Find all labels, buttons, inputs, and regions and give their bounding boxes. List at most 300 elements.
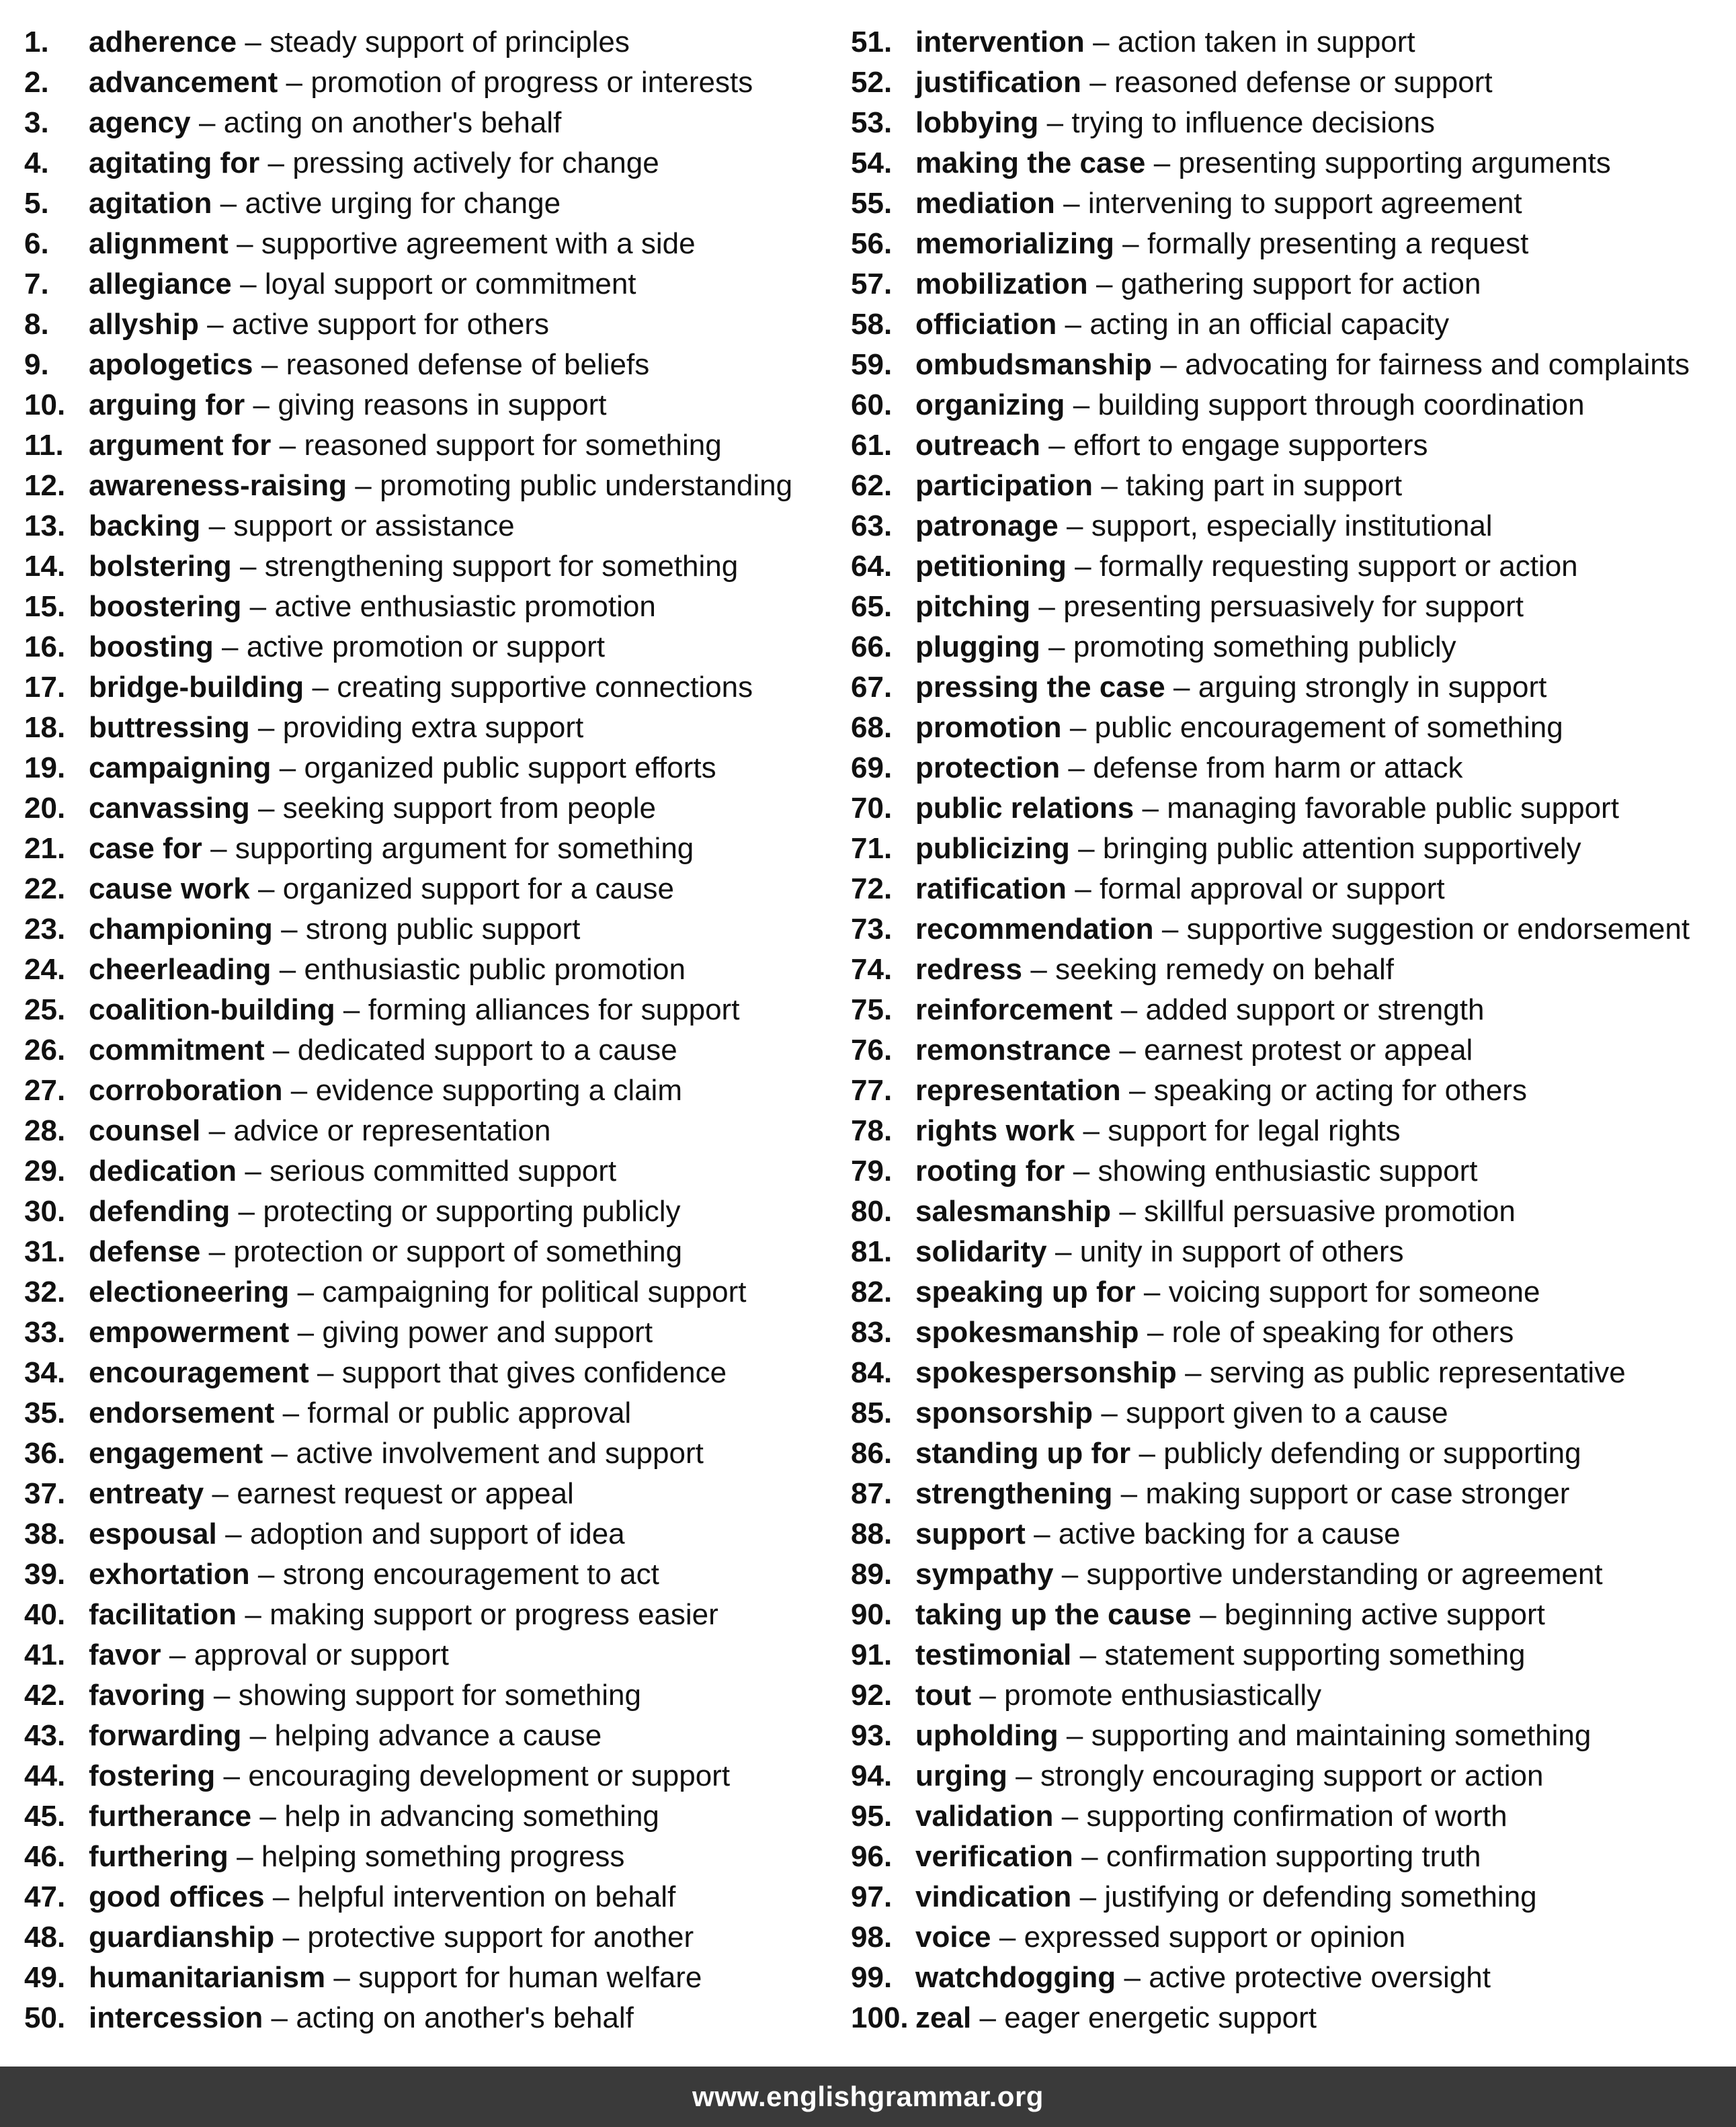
item-separator: –	[208, 1114, 226, 1147]
item-number: 23.	[24, 913, 66, 946]
item-term: memorializing	[915, 227, 1114, 260]
item-definition: seeking remedy on behalf	[1055, 953, 1394, 986]
item-definition: strengthening support for something	[264, 550, 739, 583]
item-definition: gathering support for action	[1120, 267, 1481, 300]
item-number: 53.	[851, 106, 893, 139]
item-definition: unity in support of others	[1079, 1235, 1404, 1268]
item-separator: –	[1048, 429, 1065, 462]
item-number: 42.	[24, 1679, 66, 1712]
item-term: participation	[915, 469, 1093, 502]
item-definition: beginning active support	[1224, 1598, 1545, 1631]
list-item	[851, 1433, 1725, 1474]
item-definition: pressing actively for change	[292, 147, 659, 179]
list-item	[851, 1514, 1725, 1554]
list-item	[24, 1635, 831, 1675]
item-separator: –	[1119, 1034, 1136, 1067]
item-term: awareness-raising	[89, 469, 347, 502]
list-item	[24, 1111, 831, 1151]
item-separator: –	[240, 267, 257, 300]
item-separator: –	[279, 751, 296, 784]
item-definition: formal or public approval	[307, 1396, 632, 1429]
item-definition: formally requesting support or action	[1099, 550, 1578, 583]
list-item	[851, 1232, 1725, 1272]
list-item	[24, 143, 831, 183]
item-definition: publicly defending or supporting	[1163, 1437, 1581, 1470]
item-definition: active enthusiastic promotion	[274, 590, 656, 623]
item-term: defending	[89, 1195, 231, 1228]
item-term: dedication	[89, 1155, 237, 1187]
list-item	[24, 1796, 831, 1837]
item-number: 52.	[851, 66, 893, 99]
item-number: 84.	[851, 1356, 893, 1389]
item-definition: presenting persuasively for support	[1063, 590, 1524, 623]
item-number: 76.	[851, 1034, 893, 1067]
item-term: pitching	[915, 590, 1031, 623]
item-number: 51.	[851, 26, 893, 58]
item-number: 72.	[851, 872, 893, 905]
item-separator: –	[286, 66, 303, 99]
item-separator: –	[245, 26, 261, 58]
item-separator: –	[272, 1880, 290, 1913]
item-number: 87.	[851, 1477, 893, 1510]
item-term: agitating for	[89, 147, 260, 179]
item-term: mobilization	[915, 267, 1088, 300]
list-item	[24, 788, 831, 829]
list-item	[24, 1353, 831, 1393]
item-number: 71.	[851, 832, 893, 865]
item-number: 81.	[851, 1235, 893, 1268]
item-term: support	[915, 1517, 1026, 1550]
item-separator: –	[1038, 590, 1055, 623]
item-definition: effort to engage supporters	[1073, 429, 1428, 462]
item-separator: –	[212, 1477, 229, 1510]
list-item	[851, 143, 1725, 183]
item-definition: campaigning for political support	[322, 1276, 747, 1308]
item-definition: statement supporting something	[1104, 1638, 1526, 1671]
list-item	[851, 304, 1725, 345]
item-definition: seeking support from people	[282, 792, 657, 825]
item-term: case for	[89, 832, 202, 865]
item-number: 73.	[851, 913, 893, 946]
item-separator: –	[999, 1921, 1016, 1954]
item-number: 50.	[24, 2001, 66, 2034]
item-separator: –	[1055, 1235, 1072, 1268]
item-number: 28.	[24, 1114, 66, 1147]
item-separator: –	[249, 590, 267, 623]
item-number: 1.	[24, 26, 49, 58]
item-number: 94.	[851, 1759, 893, 1792]
item-definition: making support or progress easier	[270, 1598, 718, 1631]
item-definition: protecting or supporting publicly	[263, 1195, 681, 1228]
item-separator: –	[1120, 993, 1138, 1026]
item-separator: –	[1073, 388, 1090, 421]
item-number: 68.	[851, 711, 893, 744]
list-item	[851, 869, 1725, 909]
item-separator: –	[237, 1840, 253, 1873]
item-number: 74.	[851, 953, 893, 986]
item-definition: acting on another's behalf	[223, 106, 562, 139]
item-number: 96.	[851, 1840, 893, 1873]
list-item	[24, 869, 831, 909]
item-definition: strongly encouraging support or action	[1040, 1759, 1544, 1792]
item-term: ratification	[915, 872, 1067, 905]
item-definition: support, especially institutional	[1091, 509, 1493, 542]
item-term: corroboration	[89, 1074, 283, 1107]
item-definition: supportive suggestion or endorsement	[1186, 913, 1690, 946]
list-item	[851, 385, 1725, 425]
item-definition: evidence supporting a claim	[315, 1074, 682, 1107]
item-number: 40.	[24, 1598, 66, 1631]
item-definition: presenting supporting arguments	[1178, 147, 1611, 179]
item-separator: –	[1119, 1195, 1136, 1228]
item-term: pressing the case	[915, 671, 1165, 704]
item-number: 2.	[24, 66, 49, 99]
item-separator: –	[1122, 227, 1139, 260]
list-item	[851, 950, 1725, 990]
item-separator: –	[271, 2001, 288, 2034]
item-number: 44.	[24, 1759, 66, 1792]
item-term: validation	[915, 1800, 1054, 1833]
list-item	[24, 587, 831, 627]
item-term: argument for	[89, 429, 272, 462]
item-number: 93.	[851, 1719, 893, 1752]
list-item	[851, 1071, 1725, 1111]
item-definition: intervening to support agreement	[1087, 187, 1522, 220]
item-number: 67.	[851, 671, 893, 704]
item-term: guardianship	[89, 1921, 275, 1954]
list-item	[24, 385, 831, 425]
item-number: 60.	[851, 388, 893, 421]
item-separator: –	[297, 1316, 315, 1349]
item-separator: –	[282, 1396, 300, 1429]
item-separator: –	[1101, 1396, 1118, 1429]
item-term: salesmanship	[915, 1195, 1112, 1228]
list-item	[851, 224, 1725, 264]
list-item	[851, 627, 1725, 667]
list-item	[24, 1716, 831, 1756]
item-number: 66.	[851, 630, 893, 663]
item-number: 13.	[24, 509, 66, 542]
list-item	[851, 708, 1725, 748]
list-item	[24, 1232, 831, 1272]
item-number: 8.	[24, 308, 49, 341]
item-definition: reasoned defense or support	[1114, 66, 1493, 99]
list-item	[851, 103, 1725, 143]
list-item	[851, 1272, 1725, 1312]
item-definition: voicing support for someone	[1168, 1276, 1540, 1308]
list-item	[851, 587, 1725, 627]
item-separator: –	[1128, 1074, 1146, 1107]
item-separator: –	[333, 1961, 350, 1994]
item-separator: –	[1147, 1316, 1164, 1349]
item-term: justification	[915, 66, 1081, 99]
item-definition: supportive agreement with a side	[261, 227, 696, 260]
item-separator: –	[257, 711, 275, 744]
item-term: making the case	[915, 147, 1146, 179]
item-number: 33.	[24, 1316, 66, 1349]
item-term: spokesmanship	[915, 1316, 1139, 1349]
item-definition: encouraging development or support	[248, 1759, 731, 1792]
list-item	[851, 345, 1725, 385]
item-separator: –	[1046, 106, 1064, 139]
item-definition: enthusiastic public promotion	[304, 953, 686, 986]
item-separator: –	[1139, 1437, 1155, 1470]
item-separator: –	[279, 953, 296, 986]
list-item	[851, 788, 1725, 829]
list-item	[24, 304, 831, 345]
item-definition: forming alliances for support	[368, 993, 740, 1026]
item-number: 31.	[24, 1235, 66, 1268]
item-term: humanitarianism	[89, 1961, 326, 1994]
list-item	[851, 506, 1725, 546]
item-term: testimonial	[915, 1638, 1072, 1671]
item-separator: –	[1048, 630, 1065, 663]
item-definition: support for legal rights	[1108, 1114, 1401, 1147]
list-item	[851, 1998, 1725, 2038]
item-number: 9.	[24, 348, 49, 381]
item-separator: –	[1153, 147, 1171, 179]
item-separator: –	[258, 872, 275, 905]
item-separator: –	[1075, 550, 1091, 583]
item-separator: –	[979, 1679, 996, 1712]
list-item	[24, 1756, 831, 1796]
item-definition: active promotion or support	[246, 630, 605, 663]
footer-url[interactable]: www.englishgrammar.org	[692, 2081, 1044, 2112]
list-item	[24, 990, 831, 1030]
item-number: 36.	[24, 1437, 66, 1470]
list-item	[24, 627, 831, 667]
item-term: sponsorship	[915, 1396, 1093, 1429]
item-separator: –	[1078, 832, 1095, 865]
item-number: 100.	[851, 2001, 909, 2034]
item-definition: reasoned defense of beliefs	[286, 348, 650, 381]
item-definition: promotion of progress or interests	[311, 66, 753, 99]
item-definition: support for human welfare	[358, 1961, 702, 1994]
list-item	[24, 1595, 831, 1635]
item-term: standing up for	[915, 1437, 1131, 1470]
list-item	[851, 425, 1725, 466]
item-term: buttressing	[89, 711, 250, 744]
item-definition: protective support for another	[307, 1921, 694, 1954]
item-term: espousal	[89, 1517, 217, 1550]
item-number: 11.	[24, 429, 64, 462]
list-item	[851, 62, 1725, 103]
item-term: cause work	[89, 872, 250, 905]
item-number: 63.	[851, 509, 893, 542]
item-number: 78.	[851, 1114, 893, 1147]
item-definition: approval or support	[194, 1638, 449, 1671]
item-definition: promoting something publicly	[1073, 630, 1456, 663]
item-number: 90.	[851, 1598, 893, 1631]
item-separator: –	[1075, 872, 1091, 905]
item-separator: –	[261, 348, 278, 381]
item-definition: bringing public attention supportively	[1102, 832, 1581, 865]
list-item	[24, 183, 831, 224]
item-separator: –	[207, 308, 224, 341]
item-term: protection	[915, 751, 1061, 784]
item-separator: –	[343, 993, 360, 1026]
list-item	[24, 829, 831, 869]
item-definition: organized support for a cause	[282, 872, 674, 905]
item-number: 70.	[851, 792, 893, 825]
list-item	[24, 1958, 831, 1998]
item-term: rights work	[915, 1114, 1075, 1147]
item-separator: –	[1185, 1356, 1202, 1389]
list-item	[851, 990, 1725, 1030]
item-definition: earnest protest or appeal	[1144, 1034, 1473, 1067]
item-separator: –	[1063, 187, 1080, 220]
item-definition: support or assistance	[233, 509, 515, 542]
item-number: 86.	[851, 1437, 893, 1470]
list-item	[24, 1151, 831, 1192]
item-separator: –	[1101, 469, 1118, 502]
list-item	[24, 1030, 831, 1071]
item-separator: –	[317, 1356, 334, 1389]
item-term: voice	[915, 1921, 991, 1954]
list-item	[24, 62, 831, 103]
list-item	[851, 1595, 1725, 1635]
item-term: endorsement	[89, 1396, 275, 1429]
item-term: mediation	[915, 187, 1055, 220]
item-term: strengthening	[915, 1477, 1113, 1510]
item-definition: support given to a cause	[1126, 1396, 1448, 1429]
list-item	[851, 22, 1725, 62]
item-separator: –	[1142, 792, 1159, 825]
item-term: bridge-building	[89, 671, 304, 704]
item-number: 64.	[851, 550, 893, 583]
item-number: 43.	[24, 1719, 66, 1752]
item-number: 55.	[851, 187, 893, 220]
item-separator: –	[257, 1558, 275, 1591]
item-term: favor	[89, 1638, 161, 1671]
item-definition: helpful intervention on behalf	[297, 1880, 676, 1913]
item-separator: –	[1079, 1638, 1097, 1671]
item-number: 21.	[24, 832, 66, 865]
item-number: 47.	[24, 1880, 66, 1913]
item-number: 80.	[851, 1195, 893, 1228]
item-term: recommendation	[915, 913, 1154, 946]
item-term: boosting	[89, 630, 214, 663]
item-separator: –	[1067, 509, 1083, 542]
item-number: 18.	[24, 711, 66, 744]
item-definition: active backing for a cause	[1058, 1517, 1401, 1550]
item-separator: –	[240, 550, 257, 583]
item-number: 65.	[851, 590, 893, 623]
item-number: 27.	[24, 1074, 66, 1107]
item-number: 54.	[851, 147, 893, 179]
list-item	[24, 1272, 831, 1312]
item-separator: –	[1065, 308, 1081, 341]
item-separator: –	[223, 1759, 241, 1792]
item-definition: defense from harm or attack	[1093, 751, 1463, 784]
list-item	[851, 1837, 1725, 1877]
list-item	[851, 1030, 1725, 1071]
item-number: 5.	[24, 187, 49, 220]
item-number: 48.	[24, 1921, 66, 1954]
item-definition: active urging for change	[245, 187, 561, 220]
list-item	[24, 1917, 831, 1958]
list-item	[24, 1514, 831, 1554]
item-separator: –	[297, 1276, 315, 1308]
item-definition: strong encouragement to act	[282, 1558, 659, 1591]
item-term: counsel	[89, 1114, 201, 1147]
item-separator: –	[1034, 1517, 1050, 1550]
item-separator: –	[1069, 711, 1087, 744]
item-definition: reasoned support for something	[304, 429, 722, 462]
item-number: 41.	[24, 1638, 66, 1671]
list-item	[851, 1675, 1725, 1716]
item-definition: public encouragement of something	[1094, 711, 1563, 744]
item-definition: loyal support or commitment	[264, 267, 636, 300]
item-separator: –	[355, 469, 372, 502]
list-item	[851, 1877, 1725, 1917]
item-term: backing	[89, 509, 201, 542]
item-definition: promoting public understanding	[380, 469, 793, 502]
item-term: representation	[915, 1074, 1121, 1107]
word-list-column-left	[24, 22, 831, 2038]
item-number: 75.	[851, 993, 893, 1026]
list-item	[24, 1474, 831, 1514]
item-term: commitment	[89, 1034, 265, 1067]
item-definition: showing enthusiastic support	[1098, 1155, 1478, 1187]
list-item	[851, 466, 1725, 506]
item-separator: –	[208, 1235, 226, 1268]
item-term: publicizing	[915, 832, 1070, 865]
item-term: good offices	[89, 1880, 265, 1913]
item-separator: –	[198, 106, 216, 139]
item-separator: –	[259, 1800, 276, 1833]
item-separator: –	[267, 147, 284, 179]
item-term: sympathy	[915, 1558, 1054, 1591]
item-separator: –	[220, 187, 237, 220]
item-term: arguing for	[89, 388, 245, 421]
item-separator: –	[312, 671, 329, 704]
item-definition: helping something progress	[261, 1840, 625, 1873]
item-definition: organized public support efforts	[304, 751, 716, 784]
item-definition: active support for others	[231, 308, 549, 341]
item-number: 98.	[851, 1921, 893, 1954]
item-number: 19.	[24, 751, 66, 784]
item-number: 49.	[24, 1961, 66, 1994]
item-term: cheerleading	[89, 953, 272, 986]
item-definition: confirmation supporting truth	[1106, 1840, 1481, 1873]
item-term: rooting for	[915, 1155, 1065, 1187]
item-separator: –	[208, 509, 226, 542]
item-number: 26.	[24, 1034, 66, 1067]
item-separator: –	[272, 1034, 290, 1067]
item-definition: trying to influence decisions	[1071, 106, 1435, 139]
item-separator: –	[290, 1074, 308, 1107]
list-item	[24, 708, 831, 748]
item-term: encouragement	[89, 1356, 309, 1389]
item-term: championing	[89, 913, 273, 946]
list-item	[851, 909, 1725, 950]
item-separator: –	[1030, 953, 1047, 986]
item-term: empowerment	[89, 1316, 290, 1349]
item-number: 32.	[24, 1276, 66, 1308]
item-definition: advocating for fairness and complaints	[1185, 348, 1690, 381]
item-term: patronage	[915, 509, 1059, 542]
item-term: reinforcement	[915, 993, 1113, 1026]
list-item	[851, 1474, 1725, 1514]
item-definition: helping advance a cause	[274, 1719, 602, 1752]
item-term: allegiance	[89, 267, 232, 300]
item-term: entreaty	[89, 1477, 204, 1510]
item-term: allyship	[89, 308, 199, 341]
item-term: intervention	[915, 26, 1085, 58]
item-separator: –	[1016, 1759, 1032, 1792]
item-definition: adoption and support of idea	[249, 1517, 625, 1550]
